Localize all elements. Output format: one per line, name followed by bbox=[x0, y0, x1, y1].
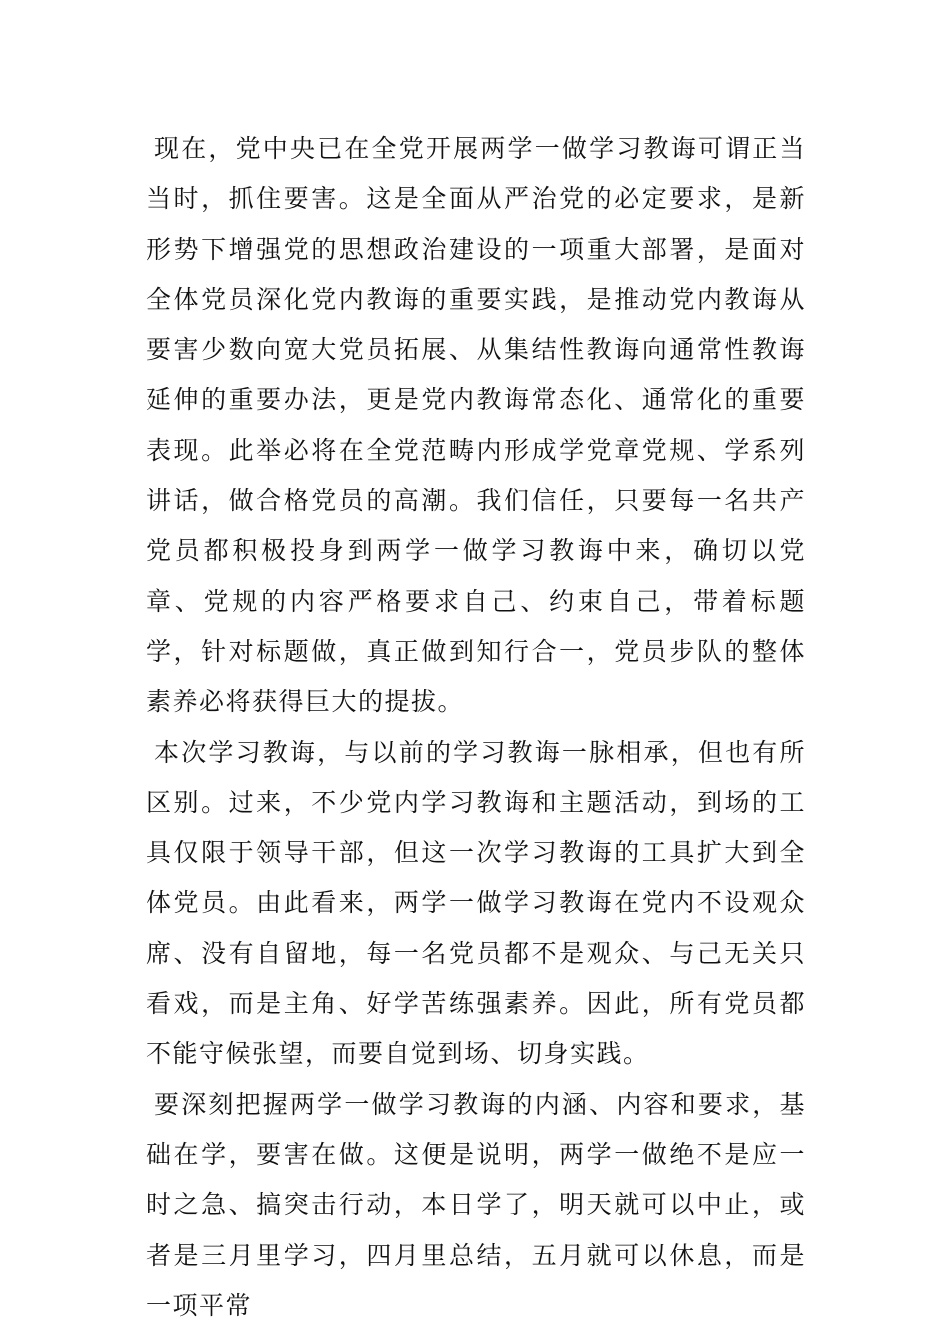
paragraph-3: 要深刻把握两学一做学习教诲的内涵、内容和要求，基础在学，要害在做。这便是说明，两学一做绝不是应一时之急、搞突击行动，本日学了，明天就可以中止，或者是三月里学习，四月里总结，五月就可以休息，而是一项平常 bbox=[146, 1089, 806, 1320]
paragraph-1: 现在，党中央已在全党开展两学一做学习教诲可谓正当当时，抓住要害。这是全面从严治党的必定要求，是新形势下增强党的思想政治建设的一项重大部署，是面对全体党员深化党内教诲的重要实践，是推动党内教诲从要害少数向宽大党员拓展、从集结性教诲向通常性教诲延伸的重要办法，更是党内教诲常态化、通常化的重要表现。此举必将在全党范畴内形成学党章党规、学系列讲话，做合格党员的高潮。我们信任，只要每一名共产党员都积极投身到两学一做学习教诲中来，确切以党章、党规的内容严格要求自己、约束自己，带着标题学，针对标题做，真正做到知行合一，党员步队的整体素养必将获得巨大的提拔。 bbox=[146, 134, 806, 717]
document-body bbox=[146, 124, 806, 1331]
paragraph-2: 本次学习教诲，与以前的学习教诲一脉相承，但也有所区别。过来，不少党内学习教诲和主题活动，到场的工具仅限于领导干部，但这一次学习教诲的工具扩大到全体党员。由此看来，两学一做学习教诲在党内不设观众席、没有自留地，每一名党员都不是观众、与己无关只看戏，而是主角、好学苦练强素养。因此，所有党员都不能守候张望，而要自觉到场、切身实践。 bbox=[146, 737, 806, 1069]
